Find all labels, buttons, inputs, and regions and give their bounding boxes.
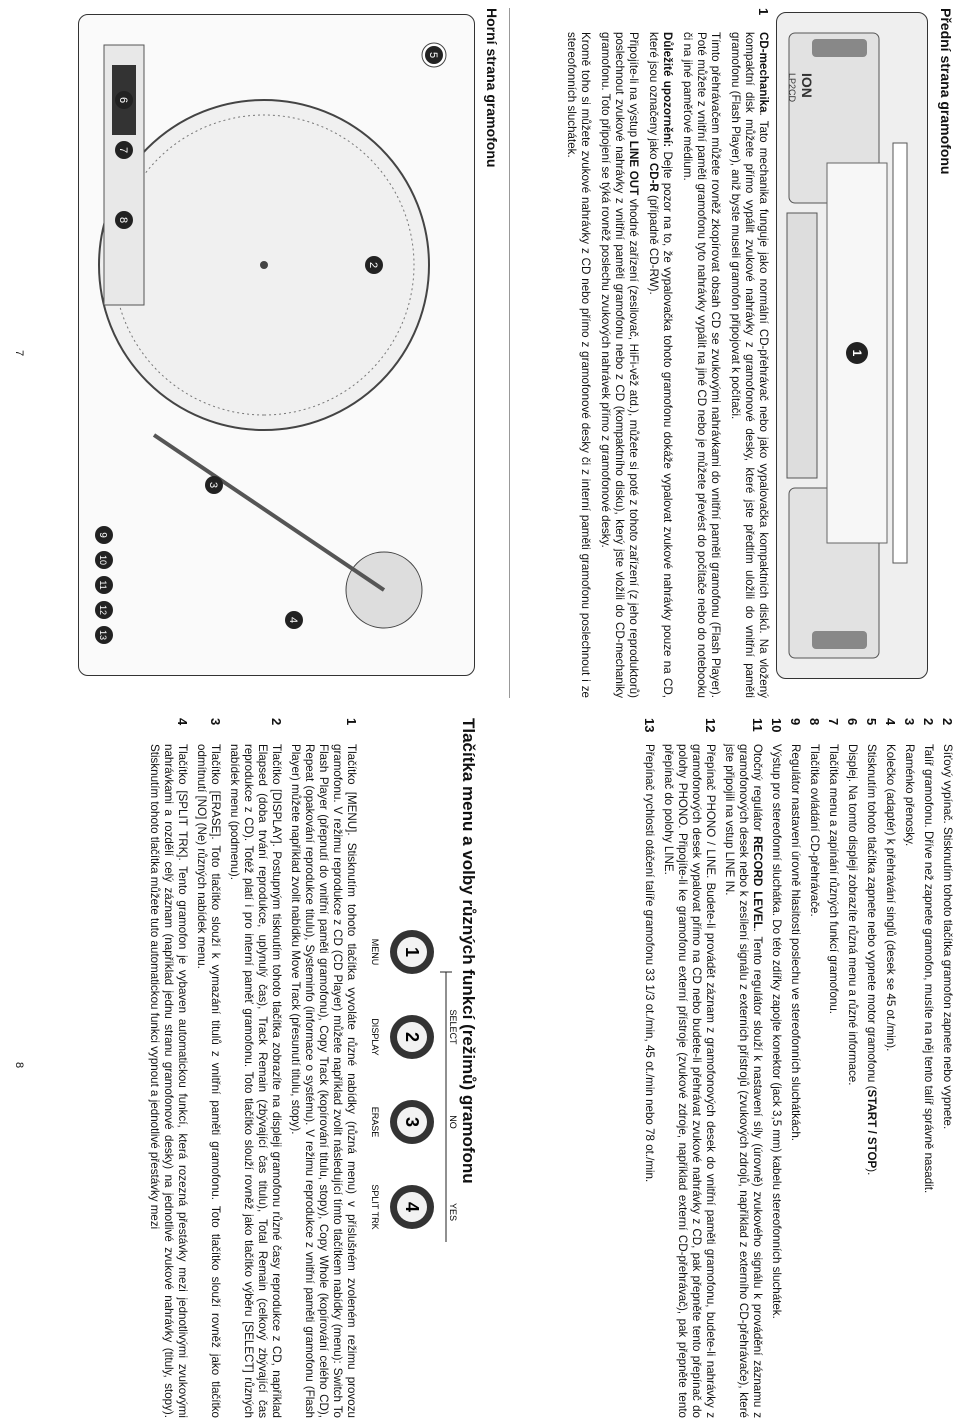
list-item: 11 Otočný regulátor RECORD LEVEL. Tento regulátor slouží k nastavení síly (úrovně) zvukového signálu k provádění záznamu z gramofonových desek nebo k zesílení signálu z externích přístrojů (zvukových zdrojů, například z externího CD-přehrávače), které jste připojili na vstup LINE IN.	[723, 718, 765, 1418]
svg-text:4: 4	[287, 616, 299, 624]
svg-text:MENU: MENU	[370, 938, 380, 966]
list-item: 2 Talíř gramofonu. Dříve než zapnete gramofon, musíte na něj tento talíř správně nasadit.	[921, 718, 936, 1194]
svg-text:4: 4	[402, 1201, 422, 1213]
front-view-title: Přední strana gramofonu	[938, 8, 954, 175]
list-item: 13 Přepínač rychlosti otáčení talíře gramofonu 33 1/3 ot./min, 45 ot./min nebo 78 ot./min.	[642, 718, 657, 1183]
item-number: 1	[756, 8, 771, 16]
list-item: 2 Síťový vypínač. Stisknutím tohoto tlačítka gramofon zapnete nebo vypnete.	[940, 718, 955, 1130]
controls-list	[637, 718, 954, 1418]
select-label: SELECT	[448, 1009, 458, 1045]
svg-text:8: 8	[117, 216, 129, 224]
brand-model: LP2CD	[787, 73, 797, 103]
svg-text:10: 10	[98, 554, 108, 566]
svg-text:6: 6	[117, 96, 129, 104]
yes-label: YES	[448, 1202, 458, 1222]
spindle-icon	[260, 261, 268, 269]
tonearm-icon	[154, 435, 384, 590]
svg-text:3: 3	[402, 1116, 422, 1128]
list-item: 2 Tlačítko [DISPLAY]. Postupným tisknutím tohoto tlačítka zobrazíte na displeji gramofonu různé časy reprodukce z CD, například Elapsed (doba trvání reprodukce, uplynulý čas), Track Remain (zbývající čas titulu), Total Remain (celkový zbývající čas reprodukce z CD). Totéž platí i pro interní paměť gramofonu. Toto tlačítko slouží rovněž jako tlačítko výběru [SELECT] různých nabídek menu (podmenu).	[228, 718, 284, 1418]
list-item: 6 Displej. Na tomto displeji zobrazíte různá menu a různé informace.	[845, 718, 860, 1086]
split-track-button-icon	[370, 1184, 434, 1229]
display-button-icon	[370, 1015, 434, 1059]
svg-text:7: 7	[117, 146, 129, 154]
svg-text:5: 5	[427, 51, 439, 59]
list-item: 4 Kolečko (adaptér) k přehrávání singlů (desek se 45 ot./min).	[883, 718, 898, 1052]
list-item: 10 Výstup pro stereofonní sluchátka. Do této zdířky zapojte konektor (jack 3,5 mm) kabelu stereofonních sluchátek.	[769, 718, 784, 1319]
list-item: 1 Tlačítko [MENU]. Stisknutím tohoto tlačítka vyvoláte různé nabídky (různá menu) v příslušném zvoleném režimu provozu gramofonu. V režimu reprodukce z CD (CD Player) můžete například zvolit následující tímto tlačítkem nabídky (menu): Switch To Flash Player (přepnutí do vnitřní paměti gramofonu), Copy Track (kopírování titulu, stopy), Copy Whole (kopírování celého CD), Repeat (opakování reprodukce titulu), Systeminfo (informace o systému). V režimu reprodukce z vnitřní paměti gramofonu (Flash Player) můžete například zvolit nabídku Move Track (přesunutí titulu, stopy).	[289, 718, 359, 1418]
list-item: 12 Přepínač PHONO / LINE. Budete-li provádět záznam z gramofonových desek do vnitřní paměti gramofonu, budete-li nahrávky z gramofonových desek vypalovat přímo na CD nebo budete-li přehrávat zvukové nahrávky z CD, pak přepněte tento přepínač do polohy PHONO. Připojíte-li ke gramofonu externí přístroje (zvukové zdroje, například externí CD-přehrávač), pak přepněte tento přepínač do polohy LINE.	[662, 718, 718, 1418]
cd-paragraph-2: Tímto přehrávačem můžete rovněž zkopírovat obsah CD se zvukovými nahrávkami do vnitřní paměti gramofonu (Flash Player). Poté můžete z vnitřní paměti gramofonu tyto nahrávky vypálit na jiné CD nebo je můžete převést do počítače nebo do notebooku či na jiné paměťové médium.	[681, 32, 722, 698]
cd-text: . Tato mechanika funguje jako normální CD-přehrávač nebo jako vypalovačka kompaktních disků. Na vložený kompaktní disk můžete přímo vypálit zvukové nahrávky z gramofonové desky, které jste předtím uložili do vnitřní paměti gramofonu (Flash Player), aniž byste museli gramofon připojovat k počítači.	[729, 32, 770, 698]
cd-paragraph-4: Připojíte-li na výstup LINE OUT vhodné zařízení (zesilovač, HiFi-věž atd.), můžete si poté z tohoto zařízení (z jeho reproduktorů) poslechnout zvukové nahrávky z vnitřní paměti gramofonu nebo z CD (kompaktního disku), který jste vložili do CD-mechaniky gramofonu. Toto připojení se týká rovněž poslechu zvukových nahrávek přímo z gramofonové desky.	[599, 32, 640, 698]
list-item: 3 Raménko přenosky.	[902, 718, 917, 847]
page-number: 7	[13, 350, 25, 357]
cd-label: CD-mechanika	[757, 32, 770, 113]
top-view-title: Horní strana gramofonu	[484, 8, 500, 168]
svg-text:DISPLAY: DISPLAY	[370, 1018, 380, 1056]
svg-text:ERASE: ERASE	[370, 1106, 380, 1138]
cd-note: Důležité upozornění: Dejte pozor na to, že vypalovačka tohoto gramofonu dokáže vypalovat zvukové nahrávky pouze na CD, které jsou označeny jako CD-R (případně CD-RW).	[647, 32, 674, 698]
list-item: 4 Tlačítko [SPLIT TRK]. Tento gramofon je vybaven automatickou funkcí, která rozezná přestávky mezi jednotlivými zvukovými nahrávkami a rozdělí celý záznam (například jednu stranu gramofonové desky) na jednotlivé zvukové nahrávky (tituly, stopy). Stisknutím tohoto tlačítka můžete tuto automatickou funkci vypnout a jednotlivé přestávky mezi	[148, 718, 190, 1418]
cd-drive-front-illustration	[776, 12, 928, 679]
list-item: 8 Tlačítka ovládání CD-přehrávače.	[807, 718, 822, 917]
cd-item	[558, 8, 770, 698]
page-8	[0, 712, 960, 1424]
menu-button-icon	[370, 930, 434, 974]
svg-text:2: 2	[367, 261, 379, 269]
svg-text:2: 2	[402, 1031, 422, 1043]
cd-drive-section	[558, 8, 770, 698]
svg-text:12: 12	[98, 604, 108, 616]
divider	[509, 8, 510, 698]
brand-logo: ION	[799, 73, 815, 98]
page-number: 8	[13, 1062, 25, 1069]
list-item: 5 Stisknutím tohoto tlačítka zapnete nebo vypnete motor gramofonu (START / STOP).	[864, 718, 879, 1176]
svg-text:1: 1	[850, 349, 864, 357]
svg-text:9: 9	[97, 532, 108, 538]
list-item: 3 Tlačítko [ERASE]. Toto tlačítko slouží k vymazání titulů z vnitřní paměti gramofonu. Toto tlačítko slouží rovněž jako tlačítko odmítnutí [NO] (Ne) různých nabídek menu.	[195, 718, 223, 1418]
no-label: NO	[448, 1115, 458, 1129]
cd-paragraph-5: Kromě toho si můžete zvukové nahrávky z CD nebo přímo z gramofonové desky či z interní paměti gramofonu poslechnout i ze stereofonních sluchátek.	[565, 32, 592, 698]
svg-text:1: 1	[402, 946, 422, 958]
menu-items-list	[142, 718, 358, 1418]
svg-text:11: 11	[98, 580, 108, 590]
knob-right-icon	[812, 631, 867, 649]
erase-button-icon	[370, 1100, 434, 1144]
svg-text:3: 3	[207, 481, 219, 489]
list-item: 7 Tlačítka menu a zapínání různých funkcí gramofonu.	[826, 718, 841, 1015]
svg-text:SPLIT TRK: SPLIT TRK	[370, 1184, 380, 1230]
svg-text:13: 13	[98, 629, 108, 641]
menu-heading: Tlačítka menu a volby různých funkcí (režimů) gramofonu	[459, 718, 478, 1184]
menu-buttons-diagram	[360, 852, 460, 1332]
list-item: 9 Regulátor nastavení úrovně hlasitosti poslechu ve stereofonních sluchátkách.	[788, 718, 803, 1142]
turntable-top-illustration	[78, 14, 475, 676]
knob-left-icon	[812, 39, 867, 57]
